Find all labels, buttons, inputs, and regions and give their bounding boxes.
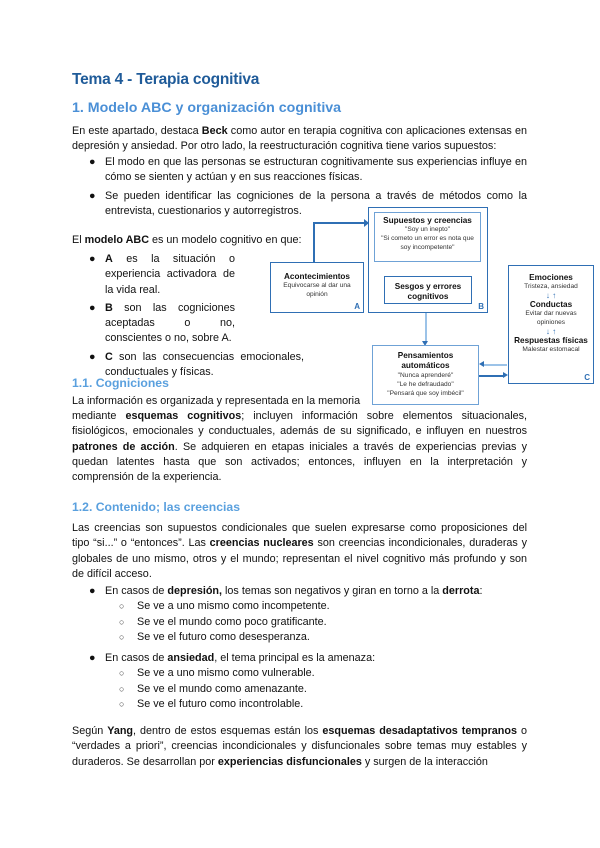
abc-intro: El modelo ABC es un modelo cognitivo en que: — [72, 234, 302, 246]
circle-bullet-icon: ○ — [119, 631, 125, 642]
intro-paragraph: En este apartado, destaca Beck como autor en terapia cognitiva con aplicaciones extensas en depresión y ansiedad. Por otro lado, la reestructuración cognitiva tiene varios supuestos: — [72, 125, 527, 153]
connector-line — [425, 313, 427, 342]
list-item: ● B son las cogniciones aceptadas o no, conscientes o no, sobre A. — [89, 301, 235, 345]
circle-bullet-icon: ○ — [119, 699, 125, 710]
sublist-item: ○ Se ve a uno mismo como incompetente. — [105, 599, 527, 614]
sublist-item: ○ Se ve el mundo como amenazante. — [105, 682, 527, 697]
bidirectional-arrows-icon: ↓ ↑ — [545, 327, 557, 336]
section-heading-1-1: 1.1. Cogniciones — [72, 376, 169, 390]
sublist-item: ○ Se ve a uno mismo como vulnerable. — [105, 666, 527, 681]
sublist-item: ○ Se ve el mundo como poco gratificante. — [105, 615, 527, 630]
box-acontecimientos: Acontecimientos Equivocarse al dar una opinión A — [270, 262, 364, 313]
list-item: ● A es la situación o experiencia activadora de la vida real. — [89, 253, 235, 296]
section-heading-1: 1. Modelo ABC y organización cognitiva — [72, 100, 342, 116]
list-item-ansiedad: ● En casos de ansiedad, el tema principal es la amenaza: ○ Se ve a uno mismo como vulnerable. ○ Se ve el mundo como amenazante. ○ Se ve el futuro como incontrolable. — [72, 651, 527, 712]
connector-line — [313, 223, 315, 263]
box-cogniciones-b: Supuestos y creencias "Soy un inepto" "Si cometo un error es nota que soy incompetente" Sesgos y errores cognitivos B — [368, 207, 488, 313]
list-item: ● Se pueden identificar las cogniciones de la persona a través de métodos como la entrevista, cuestionarios y autorregistros. — [89, 189, 527, 217]
depresion-sublist — [105, 599, 527, 645]
bullet-icon: ● — [89, 652, 96, 665]
cogniciones-paragraph: mediante esquemas cognitivos; incluyen información sobre elementos situacionales, fisiológicos, emocionales y conductuales, además de su significado, e influyen en nuestros patrones de acción. Se adquieren en etapas iniciales a través de experiencias previas y quedan latentes hasta que son activados; entonces, influyen en la interpretación y comprensión de la experiencia. — [72, 410, 527, 484]
circle-bullet-icon: ○ — [119, 601, 125, 612]
bullet-icon: ● — [89, 253, 96, 265]
list-item: ● C son las consecuencias emocionales, conductuales y físicas. — [89, 350, 304, 379]
creencias-paragraph: Las creencias son supuestos condicionales que suelen expresarse como proposiciones del tipo “si...” o “entonces”. Las creencias nucleares son creencias incondicionales, duraderas y globales de uno mismo, otros y el mundo; representan el nivel cognitivo más profundo y son de difícil acceso. — [72, 522, 527, 580]
list-item-depresion: ● En casos de depresión, los temas son negativos y giran en torno a la derrota: ○ Se ve a uno mismo como incompetente. ○ Se ve el mundo como poco gratificante. ○ Se ve el futuro como desesperanza. — [72, 584, 527, 645]
ansiedad-sublist — [105, 666, 527, 712]
circle-bullet-icon: ○ — [119, 616, 125, 627]
box-pensamientos: Pensamientos automáticos "Nunca aprenderé" "Le he defraudado" "Pensará que soy imbécil" — [372, 345, 479, 405]
bullet-icon: ● — [89, 350, 96, 363]
arrow-left-icon — [479, 361, 484, 367]
sublist-item: ○ Se ve el futuro como incontrolable. — [105, 697, 527, 712]
circle-bullet-icon: ○ — [119, 683, 125, 694]
connector-line — [479, 375, 503, 377]
bullet-icon: ● — [89, 189, 96, 202]
connector-line — [313, 222, 365, 224]
bullet-icon: ● — [89, 301, 96, 314]
circle-bullet-icon: ○ — [119, 668, 125, 679]
bullet-icon: ● — [89, 585, 96, 597]
page-title: Tema 4 - Terapia cognitiva — [72, 71, 260, 88]
yang-paragraph: Según Yang, dentro de estos esquemas están los esquemas desadaptativos tempranos o “verdades a priori”, creencias incondicionales y disfuncionales sobre temas muy estables y duraderos. Se desarrollan por experiencias disfuncionales y surgen de la interacción — [72, 725, 527, 768]
section-heading-1-2: 1.2. Contenido; las creencias — [72, 500, 240, 514]
box-consecuencias-c: Emociones Tristeza, ansiedad ↓ ↑ Conductas Evitar dar nuevas opiniones ↓ ↑ Respuestas físicas Malestar estomacal C — [508, 265, 594, 384]
box-supuestos: Supuestos y creencias "Soy un inepto" "Si cometo un error es nota que soy incompetente" — [374, 212, 481, 262]
list-item: ● El modo en que las personas se estructuran cognitivamente sus experiencias influye en cómo se sienten y actúan y en sus reacciones físicas. — [89, 156, 527, 184]
cogniciones-line1: La información es organizada y representada en la memoria — [72, 395, 361, 407]
bullet-icon: ● — [89, 156, 96, 168]
connector-line — [483, 364, 507, 366]
box-sesgos: Sesgos y errores cognitivos — [384, 276, 472, 304]
sublist-item: ○ Se ve el futuro como desesperanza. — [105, 630, 527, 645]
bidirectional-arrows-icon: ↓ ↑ — [545, 291, 557, 300]
depresion-ansiedad-list — [72, 584, 527, 715]
